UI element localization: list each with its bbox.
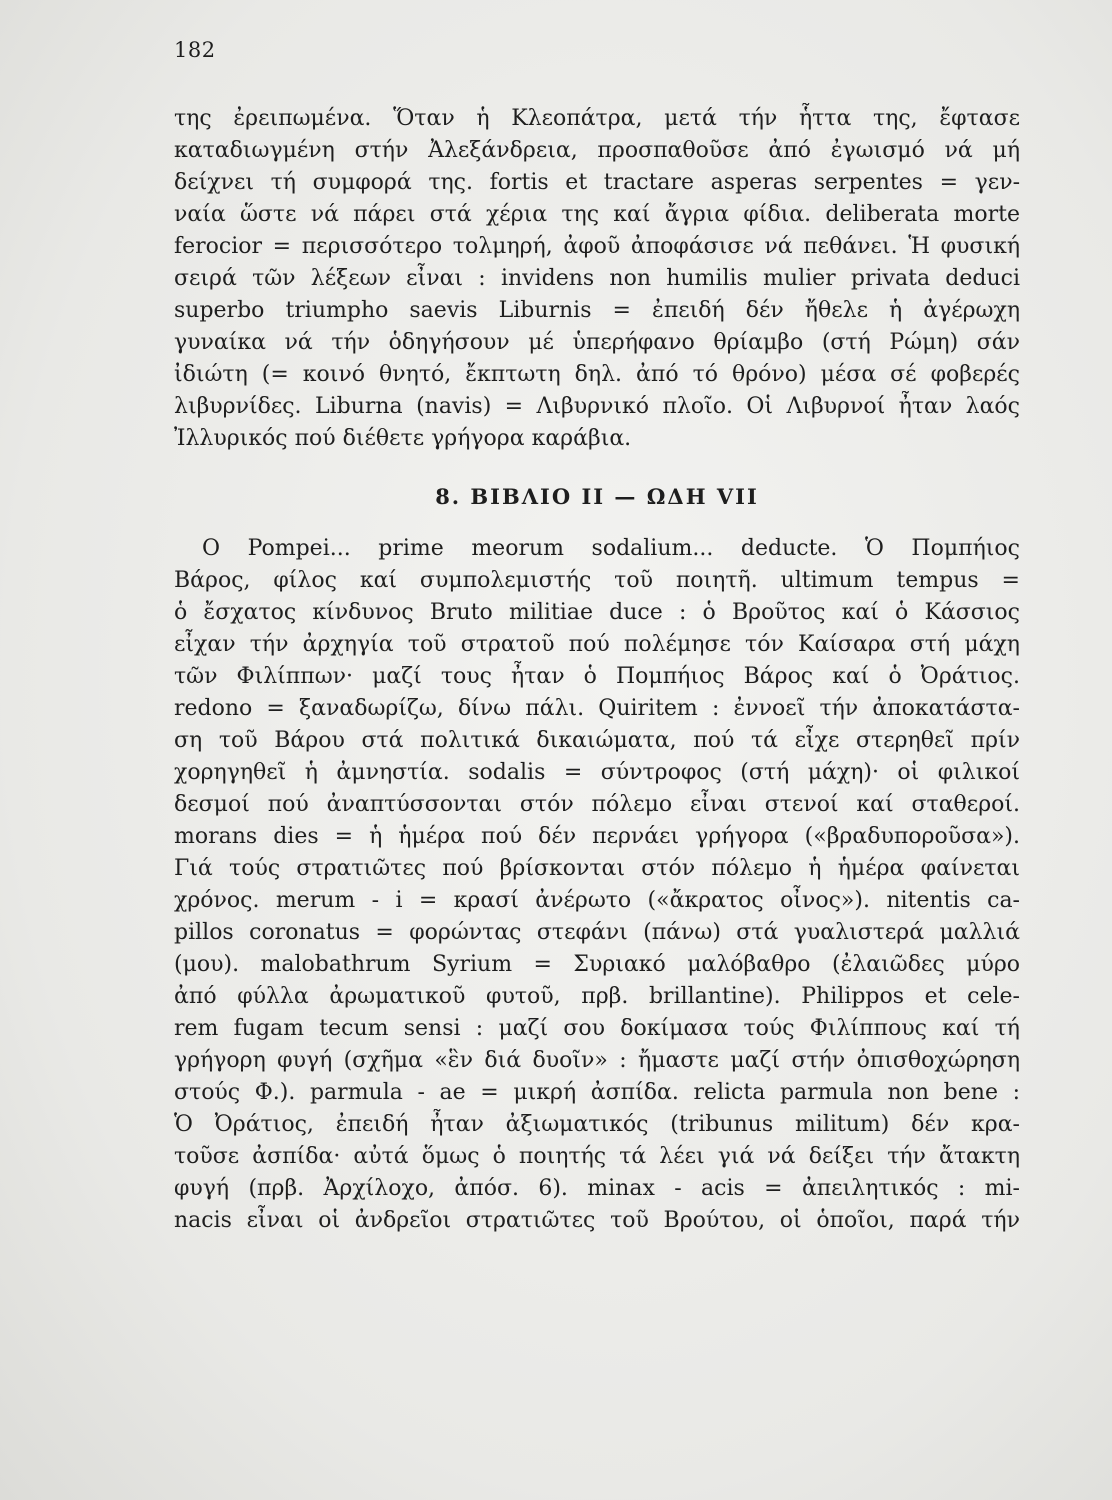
commentary-text — [174, 103, 1020, 1237]
text-line: ἰδιώτη (= κοινό θνητό, ἔκπτωτη δηλ. ἀπό τό θρόνο) μέσα σέ φοβερές — [174, 362, 1020, 387]
text-line: λιβυρνίδες. Liburna (navis) = Λιβυρνικό πλοῖο. Οἱ Λιβυρνοί ἦταν λαός — [174, 394, 1020, 419]
text-line: O Pompei... prime meorum sodalium... deducte. Ὁ Πομπήιος — [202, 536, 1020, 561]
text-line: superbo triumpho saevis Liburnis = ἐπειδή δέν ἤθελε ἡ ἀγέρωχη — [174, 298, 1020, 323]
text-line: redono = ξαναδωρίζω, δίνω πάλι. Quiritem : ἐννοεῖ τήν ἀποκατάστα- — [174, 696, 1020, 721]
text-line: τοῦσε ἀσπίδα· αὐτά ὅμως ὁ ποιητής τά λέει γιά νά δείξει τήν ἄτακτη — [174, 1144, 1020, 1169]
text-line: καταδιωγμένη στήν Ἀλεξάνδρεια, προσπαθοῦσε ἀπό ἐγωισμό νά μή — [174, 138, 1020, 163]
text-line: δεσμοί πού ἀναπτύσσονται στόν πόλεμο εἶναι στενοί καί σταθεροί. — [174, 792, 1020, 817]
text-line: rem fugam tecum sensi : μαζί σου δοκίμασα τούς Φιλίππους καί τή — [174, 1016, 1020, 1041]
text-line: pillos coronatus = φορώντας στεφάνι (πάνω) στά γυαλιστερά μαλλιά — [174, 920, 1020, 945]
text-line: nacis εἶναι οἱ ἀνδρεῖοι στρατιῶτες τοῦ Βρούτου, οἱ ὁποῖοι, παρά τήν — [174, 1208, 1020, 1233]
text-line: ναία ὥστε νά πάρει στά χέρια της καί ἄγρια φίδια. deliberata morte — [174, 202, 1020, 227]
text-line: ση τοῦ Βάρου στά πολιτικά δικαιώματα, πού τά εἶχε στερηθεῖ πρίν — [174, 728, 1020, 753]
page-number: 182 — [174, 38, 216, 62]
text-line: δείχνει τή συμφορά της. fortis et tractare asperas serpentes = γεν- — [174, 170, 1020, 195]
text-line: Ἰλλυρικός πού διέθετε γρήγορα καράβια. — [174, 426, 632, 451]
section-1 — [174, 103, 1020, 455]
text-line: morans dies = ἡ ἡμέρα πού δέν περνάει γρήγορα («βραδυποροῦσα»). — [174, 824, 1020, 849]
section-heading: 8. ΒΙΒΛΙΟ II — ΩΔΗ VII — [435, 484, 759, 509]
text-line: Βάρος, φίλος καί συμπολεμιστής τοῦ ποιητῆ. ultimum tempus = — [174, 568, 1020, 593]
text-line: ὁ ἔσχατος κίνδυνος Bruto militiae duce : ὁ Βροῦτος καί ὁ Κάσσιος — [174, 600, 1020, 625]
text-line: της ἐρειπωμένα. Ὅταν ἡ Κλεοπάτρα, μετά τήν ἧττα της, ἔφτασε — [174, 106, 1020, 131]
text-line: τῶν Φιλίππων· μαζί τους ἦταν ὁ Πομπήιος Βάρος καί ὁ Ὀράτιος. — [174, 664, 1020, 689]
text-line: ἀπό φύλλα ἀρωματικοῦ φυτοῦ, πρβ. brillantine). Philippos et cele- — [174, 984, 1020, 1009]
text-line: ferocior = περισσότερο τολμηρή, ἀφοῦ ἀποφάσισε νά πεθάνει. Ἡ φυσική — [174, 234, 1020, 259]
text-line: Γιά τούς στρατιῶτες πού βρίσκονται στόν πόλεμο ἡ ἡμέρα φαίνεται — [174, 856, 1020, 881]
text-line: στούς Φ.). parmula - ae = μικρή ἀσπίδα. relicta parmula non bene : — [174, 1080, 1020, 1105]
text-line: χορηγηθεῖ ἡ ἀμνηστία. sodalis = σύντροφος (στή μάχη)· οἱ φιλικοί — [174, 760, 1020, 785]
section-2 — [174, 533, 1020, 1237]
text-line: Ὁ Ὀράτιος, ἐπειδή ἦταν ἀξιωματικός (tribunus militum) δέν κρα- — [174, 1112, 1020, 1137]
text-line: γρήγορη φυγή (σχῆμα «ἓν διά δυοῖν» : ἤμαστε μαζί στήν ὀπισθοχώρηση — [174, 1048, 1020, 1073]
text-line: φυγή (πρβ. Ἀρχίλοχο, ἀπόσ. 6). minax - acis = ἀπειλητικός : mi- — [174, 1176, 1020, 1201]
text-line: σειρά τῶν λέξεων εἶναι : invidens non humilis mulier privata deduci — [174, 266, 1020, 291]
text-line: χρόνος. merum - i = κρασί ἀνέρωτο («ἄκρατος οἶνος»). nitentis ca- — [174, 888, 1020, 913]
text-line: (μου). malobathrum Syrium = Συριακό μαλόβαθρο (ἐλαιῶδες μύρο — [174, 952, 1020, 977]
text-line: γυναίκα νά τήν ὁδηγήσουν μέ ὑπερήφανο θρίαμβο (στή Ρώμη) σάν — [174, 330, 1020, 355]
text-line: εἶχαν τήν ἀρχηγία τοῦ στρατοῦ πού πολέμησε τόν Καίσαρα στή μάχη — [174, 632, 1020, 657]
